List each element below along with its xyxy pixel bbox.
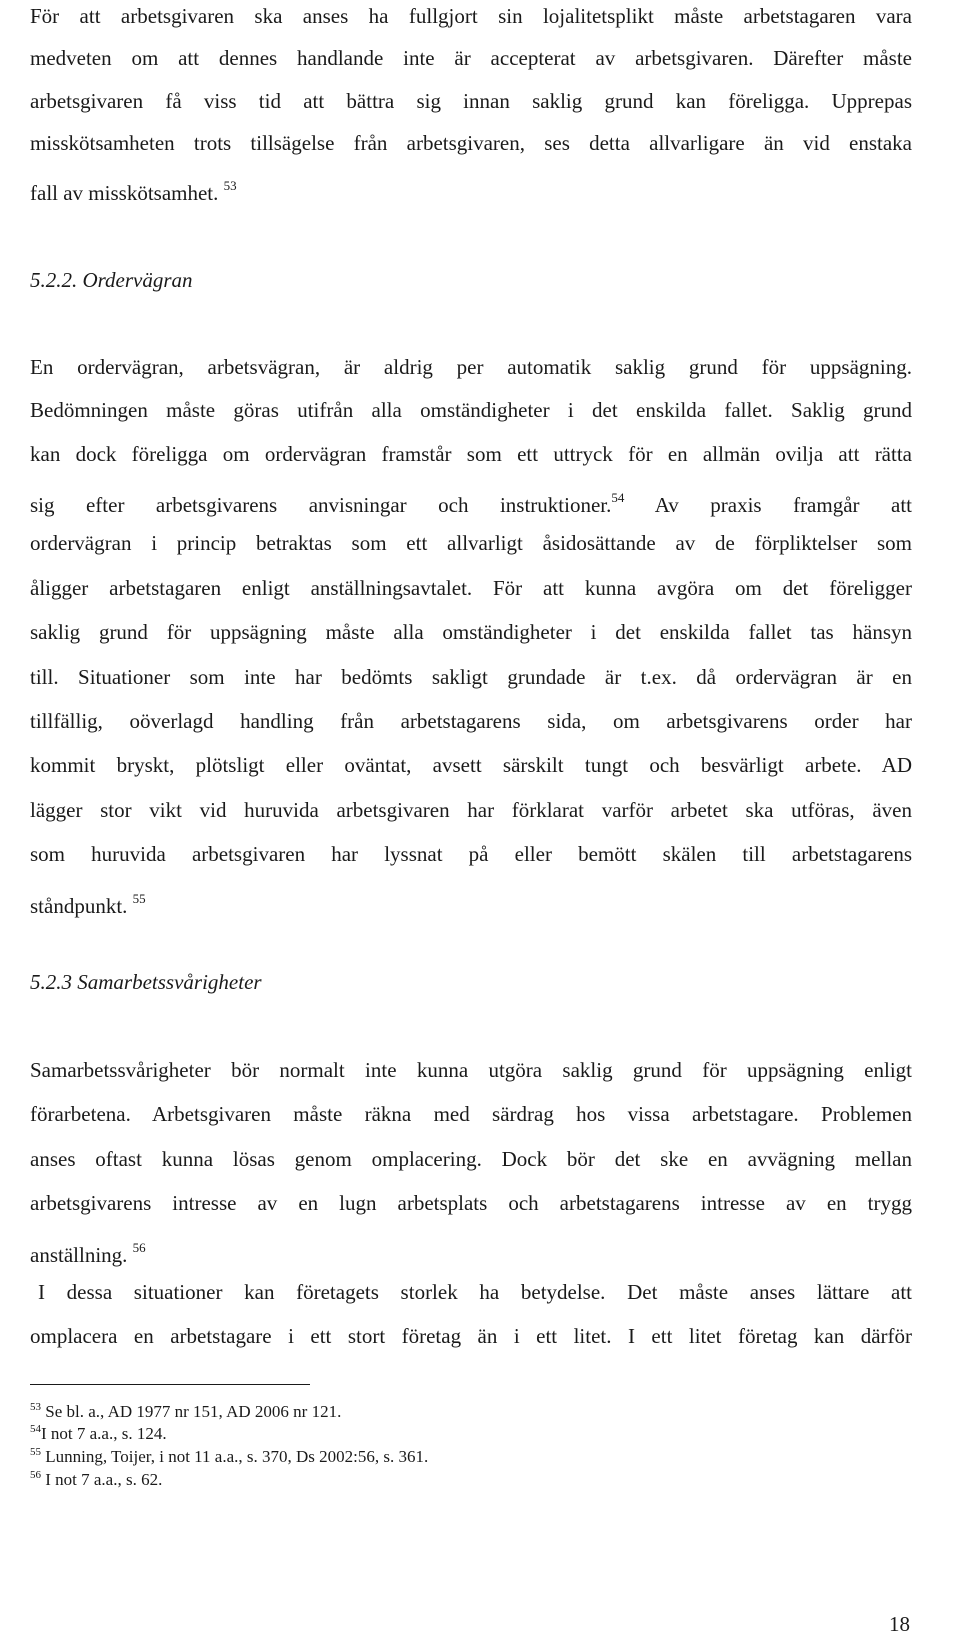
para1-line-5 [30,172,912,207]
para2-line-4 [30,484,912,519]
para2-line-1: En ordervägran, arbetsvägran, är aldrig per automatik saklig grund för uppsägning. [30,355,912,379]
footnote-text: I not 7 a.a., s. 124. [41,1424,167,1443]
para2-line-13 [30,885,912,920]
para1-line-4: misskötsamheten trots tillsägelse från arbetsgivaren, ses detta allvarligare än vid enstaka [30,131,912,155]
footnote-number: 54 [30,1423,41,1435]
para2-line-6: åligger arbetstagaren enligt anställningsavtalet. För att kunna avgöra om det föreligger [30,576,912,600]
para3-line-3: anses oftast kunna lösas genom omplacering. Dock bör det ske en avvägning mellan [30,1147,912,1171]
para2-line-13-text: ståndpunkt. [30,894,128,918]
footnote-number: 56 [30,1469,41,1481]
section-heading-ordervagran: 5.2.2. Ordervägran [30,268,193,292]
para2-line-8: till. Situationer som inte har bedömts sakligt grundade är t.ex. då ordervägran är en [30,665,912,689]
footnote-text: I not 7 a.a., s. 62. [45,1470,163,1489]
para3-line-5 [30,1234,912,1269]
footnote-ref-56: 56 [132,1240,146,1255]
footnote-ref-55: 55 [132,891,146,906]
para4-line-2: omplacera en arbetstagare i ett stort företag än i ett litet. I ett litet företag kan därför [30,1324,912,1348]
footnote-ref-54: 54 [611,490,625,505]
para4-line-1: I dessa situationer kan företagets storlek ha betydelse. Det måste anses lättare att [38,1280,912,1304]
para1-line-3: arbetsgivaren få viss tid att bättra sig innan saklig grund kan föreligga. Upprepas [30,89,912,113]
footnote-number: 55 [30,1446,41,1458]
para3-line-4: arbetsgivarens intresse av en lugn arbetsplats och arbetstagarens intresse av en trygg [30,1191,912,1215]
footnote-text: Se bl. a., AD 1977 nr 151, AD 2006 nr 121. [45,1402,342,1421]
para2-line-4b: Av praxis framgår att [654,493,912,517]
footnote-text: Lunning, Toijer, i not 11 a.a., s. 370, Ds 2002:56, s. 361. [45,1447,429,1466]
para3-line-1: Samarbetssvårigheter bör normalt inte kunna utgöra saklig grund för uppsägning enligt [30,1058,912,1082]
para2-line-3: kan dock föreligga om ordervägran framstår som ett uttryck för en allmän ovilja att rätta [30,442,912,466]
para2-line-4a: sig efter arbetsgivarens anvisningar och instruktioner. [30,493,612,517]
section-heading-samarbetssvarigheter: 5.2.3 Samarbetssvårigheter [30,970,262,994]
para2-line-5: ordervägran i princip betraktas som ett allvarligt åsidosättande av de förpliktelser som [30,531,912,555]
para2-line-10: kommit bryskt, plötsligt eller oväntat, avsett särskilt tungt och besvärligt arbete. AD [30,753,912,777]
footnote-separator [30,1384,310,1385]
footnote-number: 53 [30,1401,41,1413]
para2-line-11: lägger stor vikt vid huruvida arbetsgivaren har förklarat varför arbetet ska utföras, även [30,798,912,822]
para1-line-1: För att arbetsgivaren ska anses ha fullgjort sin lojalitetsplikt måste arbetstagaren vara [30,4,912,28]
para2-line-9: tillfällig, oöverlagd handling från arbetstagarens sida, om arbetsgivarens order har [30,709,912,733]
para2-line-12: som huruvida arbetsgivaren har lyssnat på eller bemött skälen till arbetstagarens [30,842,912,866]
para2-line-7: saklig grund för uppsägning måste alla omständigheter i det enskilda fallet tas hänsyn [30,620,912,644]
para1-line-2: medveten om att dennes handlande inte är accepterat av arbetsgivaren. Därefter måste [30,46,912,70]
para2-line-2: Bedömningen måste göras utifrån alla omständigheter i det enskilda fallet. Saklig grund [30,398,912,422]
para3-line-2: förarbetena. Arbetsgivaren måste räkna med särdrag hos vissa arbetstagare. Problemen [30,1102,912,1126]
footnote-56 [30,1464,162,1491]
para3-line-5-text: anställning. [30,1243,128,1267]
page-number: 18 [889,1612,910,1636]
para1-line-5-text: fall av misskötsamhet. [30,181,219,205]
footnote-ref-53: 53 [223,178,237,193]
